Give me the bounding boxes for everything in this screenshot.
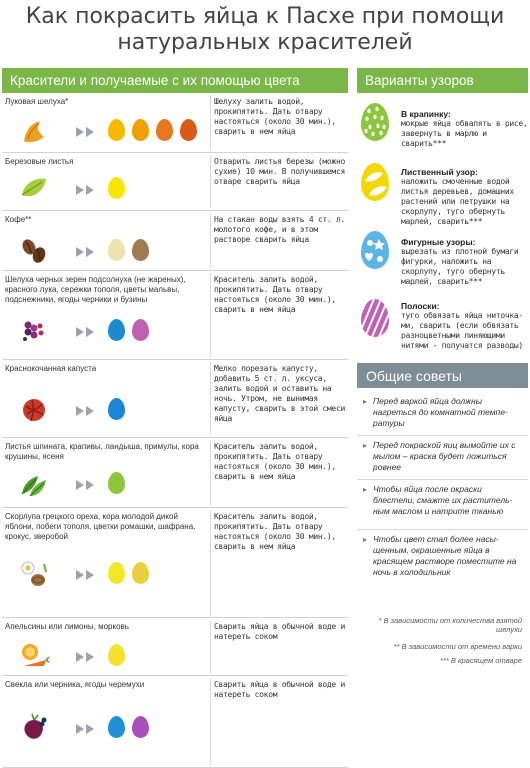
dye-instruction: Шелуху залить водой, прокипятить. Дать отвару настояться (около 30 мин.), сварить в нем яйца [214, 97, 336, 136]
pattern-description: вырезать из плотной бумаги фигурки, наложить на скорлупу, туго обернуть марлей, сварить*** [401, 247, 519, 286]
pattern-description: туго обвязать яйца ниточка-ми, сварить (если обвязать разноцветными линяющими нитями - получатся разводы) [401, 311, 523, 350]
pattern-title: Лиственный узор: [401, 167, 478, 177]
birch-leaf-icon [18, 173, 50, 205]
dyed-egg [156, 119, 173, 141]
dyed-egg [132, 319, 149, 341]
title-line-2: натуральных красителей [117, 30, 413, 55]
dye-instruction: На стакан воды взять 4 ст. л. молотого кофе, и в этом растворе сварить яйца [214, 215, 345, 244]
tip-item [357, 480, 528, 530]
dyed-egg [108, 644, 125, 666]
footnote: * В зависимости от количества взятой шелухи [378, 616, 522, 634]
tip-text: Чтобы яйца после окраски блестели, смажте их раститель-ным маслом и натрите тканью [373, 484, 513, 516]
arrow-icon [74, 183, 98, 195]
dyed-egg [132, 239, 149, 261]
arrow-icon [74, 325, 98, 337]
column-divider [210, 510, 211, 615]
arrow-icon [74, 404, 98, 416]
dye-name: Березовые листья [5, 157, 74, 166]
dye-row [2, 211, 348, 271]
dyed-egg [108, 239, 125, 261]
arrow-icon [74, 245, 98, 257]
tip-text: Чтобы цвет стал более насы-щенным, окрашенные яйца в красящем растворе поместите на ночь в холодильник [373, 534, 517, 577]
dye-row [2, 360, 348, 438]
dye-row [2, 93, 348, 153]
column-divider [210, 95, 211, 150]
tip-text: Перед варкой яйца должны нагреться до комнатной темпе-ратуры [373, 396, 508, 428]
beet-berries-icon [18, 712, 50, 744]
dye-instruction: Сварить яйца в обычной воде и натереть соком [214, 622, 345, 641]
tip-item [357, 530, 528, 590]
dye-instruction: Сварить яйца в обычной воде и натереть соком [214, 680, 345, 699]
dye-name: Луковая шелуха* [5, 97, 69, 106]
bullet-arrow-icon: ▸ [363, 397, 368, 406]
dye-row [2, 271, 348, 360]
column-divider [210, 440, 211, 505]
dye-row [2, 438, 348, 508]
dye-name: Кофе** [5, 215, 32, 224]
title-line-1: Как покрасить яйца к Пасхе при помощи [25, 4, 505, 29]
dyes-header: Красители и получаемые с их помощью цвета [2, 68, 348, 93]
tip-item [357, 436, 528, 480]
dye-name: Апельсины или лимоны, морковь [5, 622, 129, 631]
dyed-egg [108, 716, 125, 738]
dye-instruction: Краситель залить водой, прокипятить. Дать отвару настояться (около 30 мин.), сварить в нем яйца [214, 512, 336, 551]
bullet-arrow-icon: ▸ [363, 535, 368, 544]
pattern-description: наложить смоченные водой листья деревьев, домашних растений или петрушки на скорлупу, туго обернуть марлей, сварить*** [401, 177, 514, 226]
pattern-title: Фигурные узоры: [401, 237, 476, 247]
arrow-icon [74, 478, 98, 490]
dye-instruction: Краситель залить водой, прокипятить. Дать отвару настояться (около 30 мин.), сварить в нем яйца [214, 275, 336, 314]
shapes-egg-icon [361, 231, 389, 269]
dye-instruction: Краситель залить водой, прокипятить. Дать отвару настояться (около 30 мин.), сварить в нем яйца [214, 442, 336, 481]
column-divider [210, 620, 211, 673]
column-divider [210, 362, 211, 435]
dyed-egg [108, 319, 125, 341]
footnote: *** В красящем отваре [440, 656, 522, 665]
dyed-egg [132, 716, 149, 738]
column-divider [210, 155, 211, 208]
berries-seeds-icon [18, 315, 50, 347]
spinach-leaves-icon [18, 468, 50, 500]
dye-name: Свекла или черника, ягоды черемухи [5, 680, 145, 689]
pattern-title: Полоски: [401, 301, 440, 311]
column-divider [210, 678, 211, 765]
footnote: ** В зависимости от времени варки [393, 642, 522, 651]
dye-instruction: Отварить листья березы (можно сухие) 10 мин. В получившемся отваре сварить яйца [214, 157, 345, 186]
dyed-egg [108, 398, 125, 420]
page-title [0, 4, 530, 56]
arrow-icon [74, 568, 98, 580]
dyed-egg [108, 119, 125, 141]
dyed-egg [108, 472, 125, 494]
bullet-arrow-icon: ▸ [363, 485, 368, 494]
dye-row [2, 676, 348, 768]
patterns-header: Варианты узоров [357, 68, 528, 93]
dye-name: Скорлупа грецкого ореха, кора молодой дикой яблони, побеги тополя, цветки ромашки, шафрана, крокус, зверобой [5, 512, 196, 541]
arrow-icon [74, 722, 98, 734]
tip-item [357, 392, 528, 436]
dye-instruction: Мелко порезать капусту, добавить 5 ст. л. уксуса, залить водой и оставить на ночь. Утром, не вынимая капусту, сварить в этой смеси яйца [214, 364, 345, 423]
walnut-flowers-icon [18, 558, 50, 590]
column-divider [210, 213, 211, 268]
dye-name: Краснокочанная капуста [5, 364, 97, 373]
red-cabbage-icon [18, 394, 50, 426]
pattern-description: мокрые яйца обвалять в рисе, завернуть в марлю и сварить*** [401, 119, 528, 148]
coffee-beans-icon [18, 235, 50, 267]
dye-row [2, 153, 348, 211]
arrow-icon [74, 125, 98, 137]
dyed-egg [132, 562, 149, 584]
speckled-egg-icon [361, 103, 389, 141]
column-divider [210, 273, 211, 357]
dyed-egg [108, 177, 125, 199]
leaf-pattern-egg-icon [361, 163, 389, 201]
citrus-carrot-icon [18, 640, 50, 672]
tips-header: Общие советы [357, 363, 528, 388]
dyed-egg [108, 562, 125, 584]
dyed-egg [132, 119, 149, 141]
dye-row [2, 618, 348, 676]
bullet-arrow-icon: ▸ [363, 441, 368, 450]
striped-egg-icon [361, 299, 389, 337]
dyed-egg [180, 119, 197, 141]
dye-name: Шелуха черных зерен подсолнуха (не жареных), красного лука, сережки тополя, цветы мальвы, подснежники, ягоды черники и бузины [5, 275, 186, 304]
pattern-title: В крапинку: [401, 109, 451, 119]
dye-name: Листья шпината, крапивы, ландыша, примулы, кора крушины, ясеня [5, 442, 199, 461]
onion-peel-icon [18, 115, 50, 147]
dye-row [2, 508, 348, 618]
tip-text: Перед покраской яиц вымойте их с мылом – краска будет ложиться ровнее [373, 440, 516, 472]
arrow-icon [74, 650, 98, 662]
